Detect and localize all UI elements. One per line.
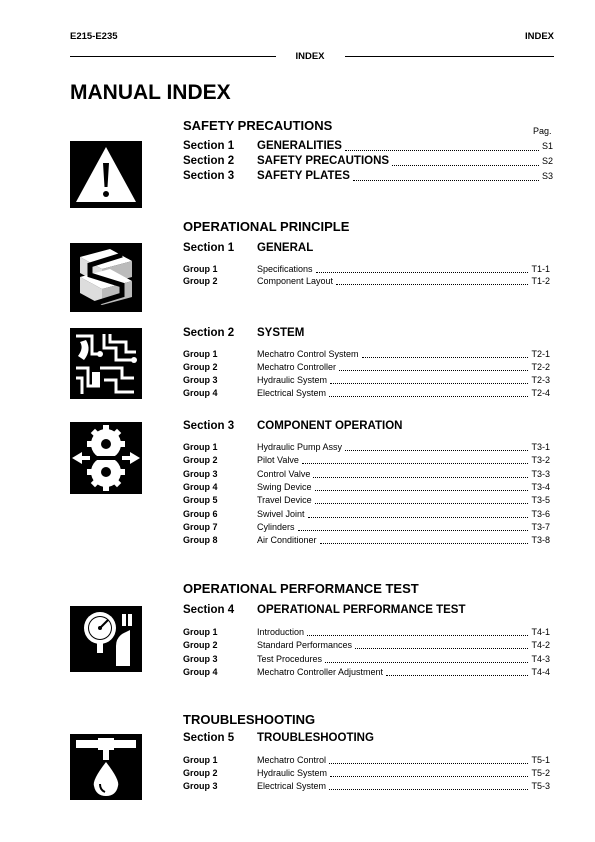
group-title: Pilot Valve bbox=[257, 455, 299, 465]
operational-heading: OPERATIONAL PRINCIPLE bbox=[183, 219, 350, 234]
toc-row[interactable] bbox=[183, 522, 550, 534]
group-number: Group 6 bbox=[183, 509, 218, 519]
dot-leader bbox=[313, 477, 528, 478]
dot-leader bbox=[302, 463, 529, 464]
group-title: Electrical System bbox=[257, 781, 327, 791]
page-ref: T2-2 bbox=[531, 362, 550, 372]
group-number: Group 2 bbox=[183, 455, 218, 465]
section-title: SYSTEM bbox=[257, 327, 305, 339]
group-number: Group 1 bbox=[183, 349, 218, 359]
page-ref: T4-1 bbox=[531, 627, 550, 637]
section-number: Section 1 bbox=[183, 242, 235, 254]
dot-leader bbox=[316, 272, 529, 273]
header-index: INDEX bbox=[524, 31, 554, 42]
dot-leader bbox=[329, 763, 528, 764]
dot-leader bbox=[329, 789, 528, 790]
page-ref: T3-4 bbox=[531, 482, 550, 492]
group-number: Group 2 bbox=[183, 640, 218, 650]
group-title: Mechatro Controller bbox=[257, 362, 337, 372]
page-title: MANUAL INDEX bbox=[70, 81, 231, 104]
section-header bbox=[183, 420, 402, 432]
group-title: Electrical System bbox=[257, 388, 327, 398]
page-ref: T2-1 bbox=[531, 349, 550, 359]
toc-row[interactable] bbox=[183, 654, 550, 666]
group-number: Group 2 bbox=[183, 768, 218, 778]
page-ref: S3 bbox=[541, 171, 553, 181]
page-ref: T1-2 bbox=[531, 276, 550, 286]
page-ref: T1-1 bbox=[531, 264, 550, 274]
group-title: Standard Performances bbox=[257, 640, 353, 650]
toc-row[interactable] bbox=[183, 482, 550, 494]
general-cube-icon bbox=[70, 243, 142, 312]
group-title: Hydraulic System bbox=[257, 375, 328, 385]
toc-row[interactable] bbox=[183, 509, 550, 521]
dot-leader bbox=[320, 543, 529, 544]
toc-row[interactable] bbox=[183, 349, 550, 361]
section-title: SAFETY PRECAUTIONS bbox=[257, 155, 390, 167]
dot-leader bbox=[339, 370, 528, 371]
toc-row[interactable] bbox=[183, 170, 553, 184]
page-column-label: Pag. bbox=[533, 126, 552, 136]
group-number: Group 1 bbox=[183, 755, 218, 765]
page-ref: S1 bbox=[541, 141, 553, 151]
group-number: Group 2 bbox=[183, 362, 218, 372]
section-header bbox=[183, 242, 313, 254]
page-ref: T3-8 bbox=[531, 535, 550, 545]
performance-heading: OPERATIONAL PERFORMANCE TEST bbox=[183, 581, 419, 596]
dot-leader bbox=[308, 517, 529, 518]
page-ref: S2 bbox=[541, 156, 553, 166]
dot-leader bbox=[325, 662, 528, 663]
header-rule-right bbox=[345, 56, 554, 57]
page-ref: T3-5 bbox=[531, 495, 550, 505]
page-ref: T3-7 bbox=[531, 522, 550, 532]
section-number: Section 3 bbox=[183, 170, 235, 182]
group-title: Component Layout bbox=[257, 276, 334, 286]
section-number: Section 5 bbox=[183, 732, 235, 744]
group-number: Group 2 bbox=[183, 276, 218, 286]
group-number: Group 4 bbox=[183, 667, 218, 677]
toc-row[interactable] bbox=[183, 375, 550, 387]
header-rule-left bbox=[70, 56, 276, 57]
group-number: Group 4 bbox=[183, 482, 218, 492]
group-number: Group 5 bbox=[183, 495, 218, 505]
toc-row[interactable] bbox=[183, 535, 550, 547]
toc-row[interactable] bbox=[183, 455, 550, 467]
toc-row[interactable] bbox=[183, 362, 550, 374]
page-ref: T3-1 bbox=[531, 442, 550, 452]
dot-leader bbox=[345, 150, 539, 151]
dot-leader bbox=[330, 383, 528, 384]
header-model: E215-E235 bbox=[70, 31, 118, 42]
group-title: Hydraulic Pump Assy bbox=[257, 442, 343, 452]
group-number: Group 1 bbox=[183, 442, 218, 452]
dot-leader bbox=[355, 648, 528, 649]
dot-leader bbox=[298, 530, 529, 531]
dot-leader bbox=[345, 450, 528, 451]
dot-leader bbox=[315, 490, 529, 491]
toc-row[interactable] bbox=[183, 495, 550, 507]
group-title: Cylinders bbox=[257, 522, 295, 532]
section-title: GENERALITIES bbox=[257, 140, 342, 152]
toc-row[interactable] bbox=[183, 755, 550, 767]
toc-row[interactable] bbox=[183, 627, 550, 639]
toc-row[interactable] bbox=[183, 388, 550, 400]
circuit-system-icon bbox=[70, 328, 142, 399]
section-number: Section 4 bbox=[183, 604, 235, 616]
safety-heading: SAFETY PRECAUTIONS bbox=[183, 118, 333, 133]
dot-leader bbox=[307, 635, 528, 636]
group-title: Hydraulic System bbox=[257, 768, 328, 778]
group-number: Group 3 bbox=[183, 654, 218, 664]
page-ref: T3-2 bbox=[531, 455, 550, 465]
toc-row[interactable] bbox=[183, 781, 550, 793]
group-title: Mechatro Control System bbox=[257, 349, 359, 359]
dot-leader bbox=[392, 165, 539, 166]
group-title: Control Valve bbox=[257, 469, 311, 479]
section-header bbox=[183, 327, 304, 339]
toc-row[interactable] bbox=[183, 442, 550, 454]
page-ref: T3-3 bbox=[531, 469, 550, 479]
section-number: Section 2 bbox=[183, 327, 235, 339]
group-title: Test Procedures bbox=[257, 654, 323, 664]
header-center-title: INDEX bbox=[295, 51, 325, 62]
section-title: OPERATIONAL PERFORMANCE TEST bbox=[257, 604, 466, 616]
section-title: COMPONENT OPERATION bbox=[257, 420, 403, 432]
group-title: Introduction bbox=[257, 627, 305, 637]
dot-leader bbox=[362, 357, 529, 358]
group-title: Air Conditioner bbox=[257, 535, 317, 545]
group-number: Group 1 bbox=[183, 264, 218, 274]
troubleshooting-heading: TROUBLESHOOTING bbox=[183, 712, 316, 727]
section-title: GENERAL bbox=[257, 242, 314, 254]
group-number: Group 4 bbox=[183, 388, 218, 398]
group-title: Specifications bbox=[257, 264, 313, 274]
toc-row[interactable] bbox=[183, 640, 550, 652]
toc-row[interactable] bbox=[183, 276, 550, 288]
section-number: Section 2 bbox=[183, 155, 235, 167]
warning-triangle-icon bbox=[70, 141, 142, 208]
page-ref: T4-2 bbox=[531, 640, 550, 650]
pressure-gauge-icon bbox=[70, 606, 142, 672]
gear-pump-icon bbox=[70, 422, 142, 494]
dot-leader bbox=[329, 396, 528, 397]
dot-leader bbox=[353, 180, 539, 181]
dot-leader bbox=[386, 675, 528, 676]
toc-row[interactable] bbox=[183, 264, 550, 276]
group-number: Group 8 bbox=[183, 535, 218, 545]
toc-row[interactable] bbox=[183, 667, 550, 679]
toc-row[interactable] bbox=[183, 140, 553, 154]
group-title: Mechatro Controller Adjustment bbox=[257, 667, 384, 677]
oil-drop-icon bbox=[70, 734, 142, 800]
dot-leader bbox=[315, 503, 529, 504]
toc-row[interactable] bbox=[183, 469, 550, 481]
section-title: SAFETY PLATES bbox=[257, 170, 350, 182]
page-ref: T3-6 bbox=[531, 509, 550, 519]
page-ref: T5-2 bbox=[531, 768, 550, 778]
group-number: Group 3 bbox=[183, 375, 218, 385]
page-ref: T2-4 bbox=[531, 388, 550, 398]
dot-leader bbox=[330, 776, 528, 777]
group-number: Group 3 bbox=[183, 781, 218, 791]
group-number: Group 3 bbox=[183, 469, 218, 479]
dot-leader bbox=[336, 284, 528, 285]
page-ref: T5-1 bbox=[531, 755, 550, 765]
group-number: Group 7 bbox=[183, 522, 218, 532]
page-ref: T4-3 bbox=[531, 654, 550, 664]
page-ref: T5-3 bbox=[531, 781, 550, 791]
group-title: Swing Device bbox=[257, 482, 312, 492]
toc-row[interactable] bbox=[183, 155, 553, 169]
group-title: Travel Device bbox=[257, 495, 312, 505]
section-header bbox=[183, 604, 466, 616]
section-number: Section 1 bbox=[183, 140, 235, 152]
toc-row[interactable] bbox=[183, 768, 550, 780]
section-number: Section 3 bbox=[183, 420, 235, 432]
group-title: Swivel Joint bbox=[257, 509, 305, 519]
page-ref: T4-4 bbox=[531, 667, 550, 677]
group-number: Group 1 bbox=[183, 627, 218, 637]
section-title: TROUBLESHOOTING bbox=[257, 732, 374, 744]
section-header bbox=[183, 732, 374, 744]
group-title: Mechatro Control bbox=[257, 755, 327, 765]
page-ref: T2-3 bbox=[531, 375, 550, 385]
